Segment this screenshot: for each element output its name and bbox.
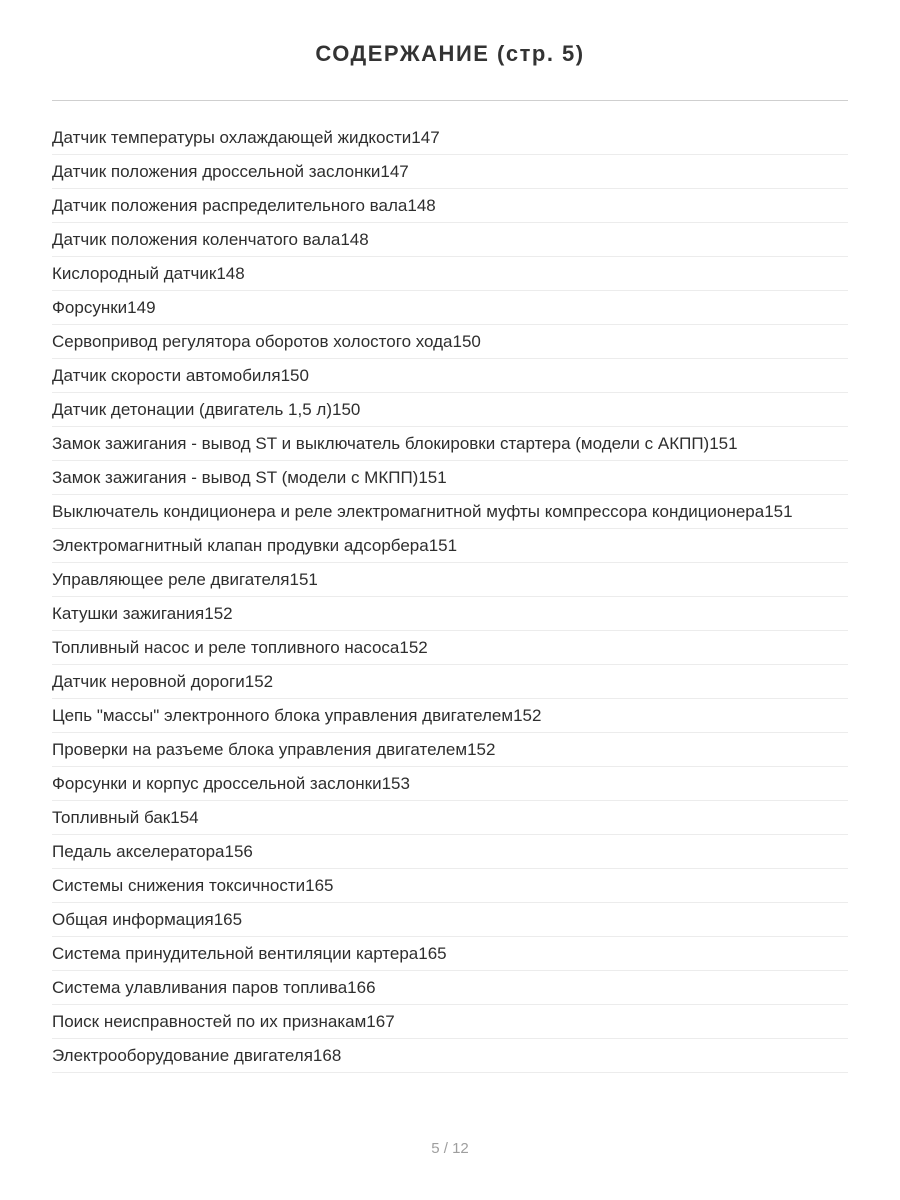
- toc-row: [52, 223, 848, 257]
- toc-row: [52, 291, 848, 325]
- toc-entry-page: 151: [764, 502, 793, 521]
- toc-entry-page: 152: [244, 672, 274, 691]
- toc-entry-page: 152: [204, 604, 233, 623]
- toc-row: [52, 461, 848, 495]
- toc-row: [52, 393, 848, 427]
- toc-row: [52, 1005, 848, 1039]
- toc-entry-page: 148: [407, 196, 436, 215]
- toc-entry-page: 153: [381, 774, 410, 793]
- toc-entry-label: Система улавливания паров топлива: [52, 978, 348, 997]
- toc-entry-page: 167: [366, 1012, 395, 1031]
- toc-row: [52, 597, 848, 631]
- toc-row: [52, 1039, 848, 1073]
- toc-row: [52, 189, 848, 223]
- toc-entry-label: Системы снижения токсичности: [52, 876, 306, 895]
- toc-entry-page: 152: [467, 740, 496, 759]
- toc-entry-page: 165: [213, 910, 243, 929]
- toc-entry-label: Управляющее реле двигателя: [52, 570, 290, 589]
- toc-entry-label: Датчик положения дроссельной заслонки: [52, 162, 381, 181]
- toc-entry-label: Катушки зажигания: [52, 604, 205, 623]
- toc-entry-label: Топливный насос и реле топливного насоса: [52, 638, 400, 657]
- toc-row: [52, 903, 848, 937]
- toc-entry-page: 151: [428, 536, 458, 555]
- page-number-indicator: 5 / 12: [431, 1140, 469, 1157]
- toc-entry-label: Замок зажигания - вывод ST и выключатель блокировки стартера (модели с АКПП): [52, 434, 710, 453]
- toc-entry-label: Датчик температуры охлаждающей жидкости: [52, 128, 412, 147]
- toc-entry-label: Выключатель кондиционера и реле электромагнитной муфты компрессора кондиционера: [52, 502, 765, 521]
- toc-entry-label: Общая информация: [52, 910, 214, 929]
- toc-entry-label: Кислородный датчик: [52, 264, 217, 283]
- toc-entry-label: Датчик положения коленчатого вала: [52, 230, 341, 249]
- toc-row: [52, 801, 848, 835]
- toc-entry-label: Датчик неровной дороги: [52, 672, 245, 691]
- toc-entry-label: Сервопривод регулятора оборотов холостого хода: [52, 332, 453, 351]
- toc-entry-label: Поиск неисправностей по их признакам: [52, 1012, 367, 1031]
- toc-entry-label: Форсунки: [52, 298, 128, 317]
- toc-entry-page: 150: [280, 366, 309, 385]
- toc-entry-page: 148: [340, 230, 369, 249]
- toc-row: [52, 359, 848, 393]
- toc-entry-label: Электромагнитный клапан продувки адсорбера: [52, 536, 429, 555]
- toc-entry-page: 154: [170, 808, 199, 827]
- toc-row: [52, 937, 848, 971]
- toc-entry-page: 149: [127, 298, 156, 317]
- toc-row: [52, 495, 848, 529]
- toc-entry-page: 148: [216, 264, 245, 283]
- toc-entry-label: Замок зажигания - вывод ST (модели с МКПП): [52, 468, 419, 487]
- toc-entry-page: 151: [289, 570, 318, 589]
- toc-row: [52, 835, 848, 869]
- toc-entry-label: Датчик детонации (двигатель 1,5 л): [52, 400, 332, 419]
- toc-row: [52, 733, 848, 767]
- toc-row: [52, 155, 848, 189]
- toc-row: [52, 121, 848, 155]
- toc-row: [52, 665, 848, 699]
- toc-entry-label: Цепь "массы" электронного блока управления двигателем: [52, 706, 514, 725]
- toc-entry-label: Проверки на разъеме блока управления двигателем: [52, 740, 468, 759]
- toc-entry-label: Топливный бак: [52, 808, 171, 827]
- toc-entry-page: 166: [347, 978, 376, 997]
- toc-row: [52, 631, 848, 665]
- toc-entry-page: 147: [380, 162, 409, 181]
- toc-row: [52, 427, 848, 461]
- toc-entry-label: Электрооборудование двигателя: [52, 1046, 313, 1065]
- toc-entry-page: 151: [709, 434, 738, 453]
- toc-entry-page: 147: [411, 128, 440, 147]
- toc-entry-label: Датчик положения распределительного вала: [52, 196, 408, 215]
- toc-entry-label: Датчик скорости автомобиля: [52, 366, 281, 385]
- toc-row: [52, 563, 848, 597]
- toc-row: [52, 869, 848, 903]
- toc-entry-page: 152: [399, 638, 428, 657]
- toc-entry-page: 168: [312, 1046, 342, 1065]
- toc-row: [52, 529, 848, 563]
- toc-entry-page: 165: [418, 944, 447, 963]
- toc-row: [52, 767, 848, 801]
- toc-entry-label: Форсунки и корпус дроссельной заслонки: [52, 774, 382, 793]
- toc-entry-page: 151: [418, 468, 447, 487]
- toc-entry-page: 156: [224, 842, 253, 861]
- toc-row: [52, 971, 848, 1005]
- toc-row: [52, 699, 848, 733]
- toc-row: [52, 257, 848, 291]
- page-title: СОДЕРЖАНИЕ (стр. 5): [315, 41, 585, 66]
- toc-list: [52, 121, 848, 1073]
- toc-entry-page: 152: [513, 706, 542, 725]
- toc-entry-page: 165: [305, 876, 334, 895]
- toc-entry-label: Система принудительной вентиляции картера: [52, 944, 419, 963]
- toc-entry-label: Педаль акселератора: [52, 842, 225, 861]
- toc-row: [52, 325, 848, 359]
- title-divider: [52, 100, 848, 101]
- toc-entry-page: 150: [452, 332, 481, 351]
- toc-entry-page: 150: [332, 400, 361, 419]
